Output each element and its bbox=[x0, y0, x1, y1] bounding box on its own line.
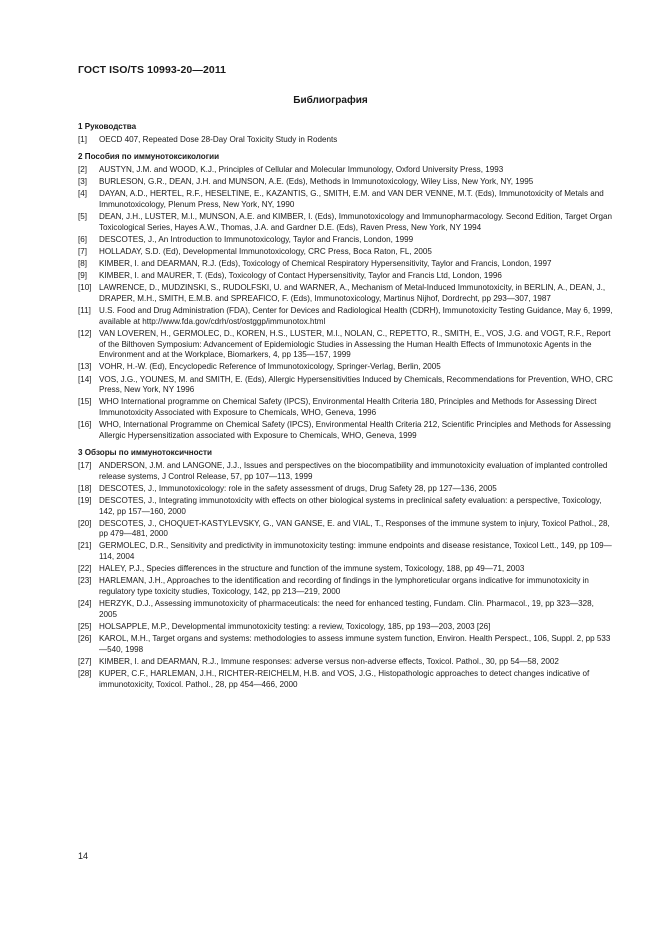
reference-text: BURLESON, G.R., DEAN, J.H. and MUNSON, A.E. (Eds), Methods in Immunotoxicology, Wiley Liss, New York, NY, 1995 bbox=[99, 176, 534, 186]
reference-item bbox=[78, 420, 614, 441]
reference-number: [15] bbox=[78, 397, 92, 407]
document-code-header: ГОСТ ISO/TS 10993-20—2011 bbox=[78, 64, 227, 76]
reference-number: [10] bbox=[78, 283, 92, 293]
reference-item bbox=[78, 135, 614, 146]
reference-text: OECD 407, Repeated Dose 28-Day Oral Toxicity Study in Rodents bbox=[99, 134, 338, 144]
reference-number: [12] bbox=[78, 329, 92, 339]
reference-number: [24] bbox=[78, 599, 92, 609]
reference-item bbox=[78, 283, 614, 304]
reference-number: [13] bbox=[78, 362, 92, 372]
reference-item bbox=[78, 622, 614, 633]
reference-number: [7] bbox=[78, 246, 87, 256]
reference-item bbox=[78, 576, 614, 597]
reference-text: HARLEMAN, J.H., Approaches to the identification and recording of findings in the lymphoreticular organs indicative for immunotoxicity in regulatory type toxicity studies, Toxicology, 142, pp 213—219, 2000 bbox=[99, 576, 589, 597]
reference-item bbox=[78, 484, 614, 495]
section-heading: 3 Обзоры по иммунотоксичности bbox=[78, 448, 212, 458]
reference-number: [5] bbox=[78, 211, 87, 221]
page-title: Библиография bbox=[293, 95, 368, 106]
reference-text: KIMBER, I. and DEARMAN, R.J., Immune responses: adverse versus non-adverse effects, Toxicol. Pathol., 30, pp 54—58, 2002 bbox=[99, 656, 559, 666]
reference-item bbox=[78, 564, 614, 575]
reference-item bbox=[78, 599, 614, 620]
reference-number: [19] bbox=[78, 495, 92, 505]
reference-text: AUSTYN, J.M. and WOOD, K.J., Principles of Cellular and Molecular Immunology, Oxford University Press, 1993 bbox=[99, 164, 504, 174]
reference-number: [26] bbox=[78, 634, 92, 644]
reference-item bbox=[78, 177, 614, 188]
reference-text: GERMOLEC, D.R., Sensitivity and predictivity in immunotoxicity testing: immune endpoints and disease resistance, Toxicol Lett., 149, pp 109—114, 2004 bbox=[99, 541, 612, 562]
reference-number: [28] bbox=[78, 669, 92, 679]
reference-number: [8] bbox=[78, 259, 87, 269]
reference-item bbox=[78, 259, 614, 270]
reference-item bbox=[78, 329, 614, 361]
section-heading: 1 Руководства bbox=[78, 122, 137, 131]
bibliography-body bbox=[78, 122, 614, 692]
reference-item bbox=[78, 519, 614, 540]
reference-item bbox=[78, 541, 614, 562]
reference-number: [27] bbox=[78, 656, 92, 666]
reference-text: WHO, International Programme on Chemical Safety (IPCS), Environmental Health Criteria 212, Scientific Principles and Methods for Assessing Allergic Hypersensitization associated with Exposure to Chemicals, WHO, Geneva, 1999 bbox=[99, 420, 611, 440]
reference-number: [18] bbox=[78, 483, 92, 493]
reference-text: HOLLADAY, S.D. (Ed), Developmental Immunotoxicology, CRC Press, Boca Raton, FL, 2005 bbox=[99, 246, 432, 256]
reference-number: [6] bbox=[78, 234, 87, 244]
reference-text: KIMBER, I. and DEARMAN, R.J. (Eds), Toxicology of Chemical Respiratory Hypersensitivity, Taylor and Francis, London, 1997 bbox=[99, 259, 552, 269]
reference-item bbox=[78, 375, 614, 396]
reference-number: [11] bbox=[78, 306, 91, 316]
reference-number: [14] bbox=[78, 374, 92, 384]
reference-item bbox=[78, 397, 614, 418]
reference-number: [3] bbox=[78, 176, 87, 186]
reference-text: DESCOTES, J., CHOQUET-KASTYLEVSKY, G., VAN GANSE, E. and VIAL, T., Responses of the immune system to injury, Toxicol Pathol., 28, pp 479—481, 2000 bbox=[99, 518, 610, 539]
reference-text: LAWRENCE, D., MUDZINSKI, S., RUDOLFSKI, U. and WARNER, A., Mechanism of Metal-Induced Immunotoxicity, in BERLIN, A., DEAN, J., DRAPER, M.H., SMITH, E.M.B. and SPREAFICO, F. (Eds), Immunotoxicology, Martinus Nijhof, Dordrecht, pp 293—307, 1987 bbox=[99, 283, 606, 304]
section-heading: 2 Пособия по иммунотоксикологии bbox=[78, 152, 220, 162]
reference-text: KUPER, C.F., HARLEMAN, J.H., RICHTER-REICHELM, H.B. and VOS, J.G., Histopathologic approaches to detect changes indicative of immunotoxicity, Toxicol. Pathol., 28, pp 454—466, 2000 bbox=[99, 669, 590, 689]
page-number: 14 bbox=[78, 851, 89, 861]
reference-item bbox=[78, 496, 614, 517]
reference-text: VOHR, H.-W. (Ed), Encyclopedic Reference of Immunotoxicology, Springer-Verlag, Berlin, 2005 bbox=[99, 362, 441, 372]
reference-text: WHO International programme on Chemical Safety (IPCS), Environmental Health Criteria 180, Principles and Methods for Assessing Direct Immunotoxicity Associated with Exposure to Chemicals, WHO, Geneva, 1996 bbox=[99, 397, 597, 417]
reference-text: DESCOTES, J., Immunotoxicology: role in the safety assessment of drugs, Drug Safety 28, pp 127—136, 2005 bbox=[99, 483, 497, 493]
reference-number: [2] bbox=[78, 164, 87, 174]
reference-number: [4] bbox=[78, 189, 87, 199]
reference-text: DESCOTES, J., Integrating immunotoxicity with effects on other biological systems in preclinical safety evaluation: a perspective, Toxicology, 142, pp 157—160, 2000 bbox=[99, 495, 602, 516]
reference-number: [9] bbox=[78, 271, 87, 281]
reference-text: DAYAN, A.D., HERTEL, R.F., HESELTINE, E., KAZANTIS, G., SMITH, E.M. and VAN DER VENNE, M.T. (Eds), Immunotoxicity of Metals and Immunotoxicology, Plenum Press, New York, NY, 1990 bbox=[99, 189, 604, 209]
reference-item bbox=[78, 362, 614, 373]
reference-text: KIMBER, I. and MAURER, T. (Eds), Toxicology of Contact Hypersensitivity, Taylor and Francis Ltd, London, 1996 bbox=[99, 271, 502, 281]
reference-item bbox=[78, 189, 614, 210]
reference-item bbox=[78, 165, 614, 176]
reference-item bbox=[78, 212, 614, 233]
reference-number: [1] bbox=[78, 134, 87, 144]
reference-number: [25] bbox=[78, 622, 92, 631]
reference-item bbox=[78, 235, 614, 246]
reference-item bbox=[78, 247, 614, 258]
reference-text: KAROL, M.H., Target organs and systems: methodologies to assess immune system function, Environ. Health Perspect., 106, Suppl. 2, pp 533—540, 1998 bbox=[99, 634, 611, 654]
reference-text: VAN LOVEREN, H., GERMOLEC, D., KOREN, H.S., LUSTER, M.I., NOLAN, C., REPETTO, R., SMITH, E., VOS, J.G. and VOGT, R.F., Report of the Bilthoven Symposium: Advancement of Epidemiologic Studies in Assessing the Human Health Effects of Immunotoxic Agents in the Environment and at the Workplace, Biomarkers, 4, pp 135—157, 1999 bbox=[99, 329, 611, 360]
reference-item bbox=[78, 271, 614, 282]
reference-number: [23] bbox=[78, 576, 92, 586]
reference-number: [20] bbox=[78, 518, 92, 528]
reference-text: HERZYK, D.J., Assessing immunotoxicity of pharmaceuticals: the need for enhanced testing, Fundam. Clin. Pharmacol., 19, pp 323—328, 2005 bbox=[99, 599, 594, 619]
reference-item bbox=[78, 634, 614, 655]
reference-text: VOS, J.G., YOUNES, M. and SMITH, E. (Eds), Allergic Hypersensitivities Induced by Chemicals, Recommendations for Prevention, WHO, CRC Press, New York, NY 1996 bbox=[99, 374, 613, 395]
reference-text: DESCOTES, J., An Introduction to Immunotoxicology, Taylor and Francis, London, 1999 bbox=[99, 234, 414, 244]
reference-item bbox=[78, 669, 614, 690]
reference-number: [21] bbox=[78, 541, 92, 551]
reference-item bbox=[78, 657, 614, 668]
reference-text: U.S. Food and Drug Administration (FDA), Center for Devices and Radiological Health (CDRH), Immunotoxicity Testing Guidance, May 6, 1999, available at http://www.fda.gov/cdrh/ost/ostggp/immunotox.html bbox=[99, 306, 613, 326]
reference-text: HOLSAPPLE, M.P., Developmental immunotoxicity testing: a review, Toxicology, 185, pp 193—203, 2003 [26] bbox=[99, 622, 491, 631]
reference-text: DEAN, J.H., LUSTER, M.I., MUNSON, A.E. and KIMBER, I. (Eds), Immunotoxicology and Immunopharmacology. Second Edition, Target Organ Toxicological Series, Hayes A.W., Thomas, J.A. and Gardner D.E. (Eds), Raven Press, New York, NY 1994 bbox=[99, 211, 612, 232]
reference-number: [17] bbox=[78, 460, 92, 470]
reference-text: HALEY, P.J., Species differences in the structure and function of the immune system, Toxicology, 188, pp 49—71, 2003 bbox=[99, 564, 525, 574]
reference-text: ANDERSON, J.M. and LANGONE, J.J., Issues and perspectives on the biocompatibility and immunotoxicity evaluation of implanted controlled release systems, J Control Release, 57, pp 107—113, 1999 bbox=[99, 460, 608, 481]
reference-item bbox=[78, 461, 614, 482]
reference-number: [22] bbox=[78, 564, 92, 574]
reference-number: [16] bbox=[78, 420, 92, 430]
reference-item bbox=[78, 306, 614, 327]
